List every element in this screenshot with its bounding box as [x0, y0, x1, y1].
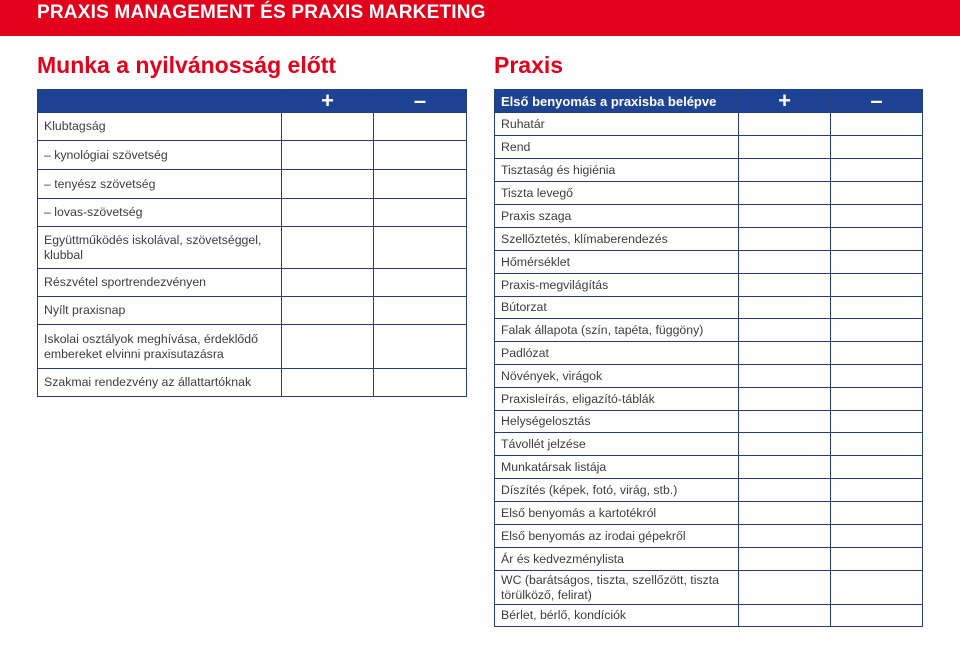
row-plus-checkbox[interactable]: [739, 342, 831, 365]
row-label: Együttműködés iskolával, szövetséggel, klubbal: [38, 227, 282, 269]
row-minus-checkbox[interactable]: [831, 113, 923, 136]
row-plus-checkbox[interactable]: [282, 369, 374, 397]
row-minus-checkbox[interactable]: [374, 227, 467, 269]
row-plus-checkbox[interactable]: [739, 411, 831, 433]
row-plus-checkbox[interactable]: [739, 228, 831, 251]
checklist-row: [495, 251, 923, 274]
row-label: Praxis szaga: [495, 205, 739, 228]
checklist-row: [38, 297, 467, 325]
left-table-header: [38, 90, 467, 113]
row-label: Részvétel sportrendezvényen: [38, 269, 282, 297]
checklist-row: [38, 269, 467, 297]
row-label: Díszítés (képek, fotó, virág, stb.): [495, 479, 739, 502]
checklist-row: [495, 605, 923, 627]
checklist-row: [495, 342, 923, 365]
row-minus-checkbox[interactable]: [831, 571, 923, 605]
left-section-title: Munka a nyilvánosság előtt: [37, 52, 337, 78]
row-plus-checkbox[interactable]: [739, 365, 831, 388]
checklist-row: [38, 113, 467, 141]
row-plus-checkbox[interactable]: [739, 433, 831, 456]
row-minus-checkbox[interactable]: [831, 159, 923, 182]
row-minus-checkbox[interactable]: [374, 113, 467, 141]
row-plus-checkbox[interactable]: [739, 319, 831, 342]
row-plus-checkbox[interactable]: [739, 502, 831, 525]
row-label: Növények, virágok: [495, 365, 739, 388]
checklist-row: [495, 228, 923, 251]
checklist-row: [495, 205, 923, 228]
left-checklist-table: [37, 89, 467, 397]
row-label: Első benyomás az irodai gépekről: [495, 525, 739, 548]
row-plus-checkbox[interactable]: [282, 170, 374, 199]
checklist-row: [495, 411, 923, 433]
row-minus-checkbox[interactable]: [374, 297, 467, 325]
checklist-row: [495, 502, 923, 525]
row-label: Bútorzat: [495, 297, 739, 319]
row-minus-checkbox[interactable]: [831, 605, 923, 627]
checklist-row: [38, 170, 467, 199]
row-label: Szakmai rendezvény az állattartóknak: [38, 369, 282, 397]
right-table-header: [495, 90, 923, 113]
row-minus-checkbox[interactable]: [831, 205, 923, 228]
checklist-row: [38, 369, 467, 397]
checklist-row: [495, 319, 923, 342]
row-minus-checkbox[interactable]: [831, 365, 923, 388]
row-label: Tisztaság és higiénia: [495, 159, 739, 182]
row-minus-checkbox[interactable]: [374, 325, 467, 369]
row-label: Klubtagság: [38, 113, 282, 141]
row-minus-checkbox[interactable]: [831, 479, 923, 502]
checklist-row: [495, 433, 923, 456]
row-label: Ruhatár: [495, 113, 739, 136]
row-plus-checkbox[interactable]: [739, 205, 831, 228]
row-plus-checkbox[interactable]: [739, 479, 831, 502]
row-minus-checkbox[interactable]: [831, 136, 923, 159]
row-minus-checkbox[interactable]: [831, 388, 923, 411]
row-minus-checkbox[interactable]: [831, 502, 923, 525]
row-plus-checkbox[interactable]: [282, 297, 374, 325]
row-minus-checkbox[interactable]: [831, 411, 923, 433]
row-label: Ár és kedvezménylista: [495, 548, 739, 571]
row-minus-checkbox[interactable]: [831, 297, 923, 319]
checklist-row: [495, 456, 923, 479]
checklist-row: [495, 548, 923, 571]
row-plus-checkbox[interactable]: [739, 548, 831, 571]
checklist-row: [495, 297, 923, 319]
row-label: Nyílt praxisnap: [38, 297, 282, 325]
row-label: Padlózat: [495, 342, 739, 365]
row-label: Hőmérséklet: [495, 251, 739, 274]
right-section-title: Praxis: [494, 52, 564, 78]
row-plus-checkbox[interactable]: [739, 525, 831, 548]
row-plus-checkbox[interactable]: [739, 605, 831, 627]
left-plus-header: +: [282, 90, 374, 113]
row-plus-checkbox[interactable]: [282, 325, 374, 369]
checklist-row: [495, 571, 923, 605]
row-label: Távollét jelzése: [495, 433, 739, 456]
left-minus-header: –: [374, 90, 467, 113]
row-minus-checkbox[interactable]: [831, 274, 923, 297]
row-minus-checkbox[interactable]: [831, 251, 923, 274]
row-plus-checkbox[interactable]: [282, 141, 374, 170]
row-plus-checkbox[interactable]: [739, 388, 831, 411]
row-minus-checkbox[interactable]: [831, 319, 923, 342]
row-plus-checkbox[interactable]: [739, 113, 831, 136]
row-minus-checkbox[interactable]: [374, 141, 467, 170]
row-label: – lovas-szövetség: [38, 199, 282, 227]
right-minus-header: –: [831, 90, 923, 113]
row-label: Iskolai osztályok meghívása, érdeklődő embereket elvinni praxisutazásra: [38, 325, 282, 369]
row-label: Bérlet, bérlő, kondíciók: [495, 605, 739, 627]
checklist-row: [38, 227, 467, 269]
right-header-label: Első benyomás a praxisba belépve: [495, 90, 739, 113]
row-minus-checkbox[interactable]: [374, 199, 467, 227]
row-label: Praxis-megvilágítás: [495, 274, 739, 297]
row-label: Helységelosztás: [495, 411, 739, 433]
row-minus-checkbox[interactable]: [831, 548, 923, 571]
checklist-row: [495, 113, 923, 136]
checklist-row: [495, 525, 923, 548]
row-label: Szellőztetés, klímaberendezés: [495, 228, 739, 251]
row-plus-checkbox[interactable]: [739, 297, 831, 319]
checklist-row: [495, 388, 923, 411]
row-minus-checkbox[interactable]: [831, 456, 923, 479]
row-minus-checkbox[interactable]: [374, 369, 467, 397]
checklist-row: [38, 199, 467, 227]
banner-title: PRAXIS MANAGEMENT ÉS PRAXIS MARKETING: [37, 2, 486, 23]
row-minus-checkbox[interactable]: [831, 228, 923, 251]
row-minus-checkbox[interactable]: [831, 342, 923, 365]
row-label: Munkatársak listája: [495, 456, 739, 479]
row-plus-checkbox[interactable]: [739, 182, 831, 205]
left-header-label: [38, 90, 282, 113]
row-label: Első benyomás a kartotékról: [495, 502, 739, 525]
row-plus-checkbox[interactable]: [282, 269, 374, 297]
row-label: WC (barátságos, tiszta, szellőzött, tiszta törülköző, felirat): [495, 571, 739, 605]
checklist-row: [495, 136, 923, 159]
checklist-row: [495, 365, 923, 388]
checklist-row: [495, 274, 923, 297]
row-label: – kynológiai szövetség: [38, 141, 282, 170]
top-banner: [0, 0, 960, 36]
checklist-row: [495, 159, 923, 182]
row-plus-checkbox[interactable]: [739, 456, 831, 479]
checklist-row: [38, 325, 467, 369]
row-plus-checkbox[interactable]: [739, 136, 831, 159]
row-plus-checkbox[interactable]: [739, 571, 831, 605]
row-plus-checkbox[interactable]: [282, 227, 374, 269]
row-minus-checkbox[interactable]: [831, 182, 923, 205]
row-label: Falak állapota (szín, tapéta, függöny): [495, 319, 739, 342]
right-plus-header: +: [739, 90, 831, 113]
checklist-row: [495, 479, 923, 502]
row-plus-checkbox[interactable]: [739, 251, 831, 274]
checklist-row: [495, 182, 923, 205]
row-plus-checkbox[interactable]: [739, 274, 831, 297]
row-plus-checkbox[interactable]: [282, 199, 374, 227]
right-checklist-table: [494, 89, 923, 627]
row-label: Rend: [495, 136, 739, 159]
row-minus-checkbox[interactable]: [831, 433, 923, 456]
row-plus-checkbox[interactable]: [282, 113, 374, 141]
row-label: Praxisleírás, eligazító-táblák: [495, 388, 739, 411]
row-minus-checkbox[interactable]: [374, 170, 467, 199]
row-label: – tenyész szövetség: [38, 170, 282, 199]
row-minus-checkbox[interactable]: [374, 269, 467, 297]
row-plus-checkbox[interactable]: [739, 159, 831, 182]
row-minus-checkbox[interactable]: [831, 525, 923, 548]
checklist-row: [38, 141, 467, 170]
row-label: Tiszta levegő: [495, 182, 739, 205]
